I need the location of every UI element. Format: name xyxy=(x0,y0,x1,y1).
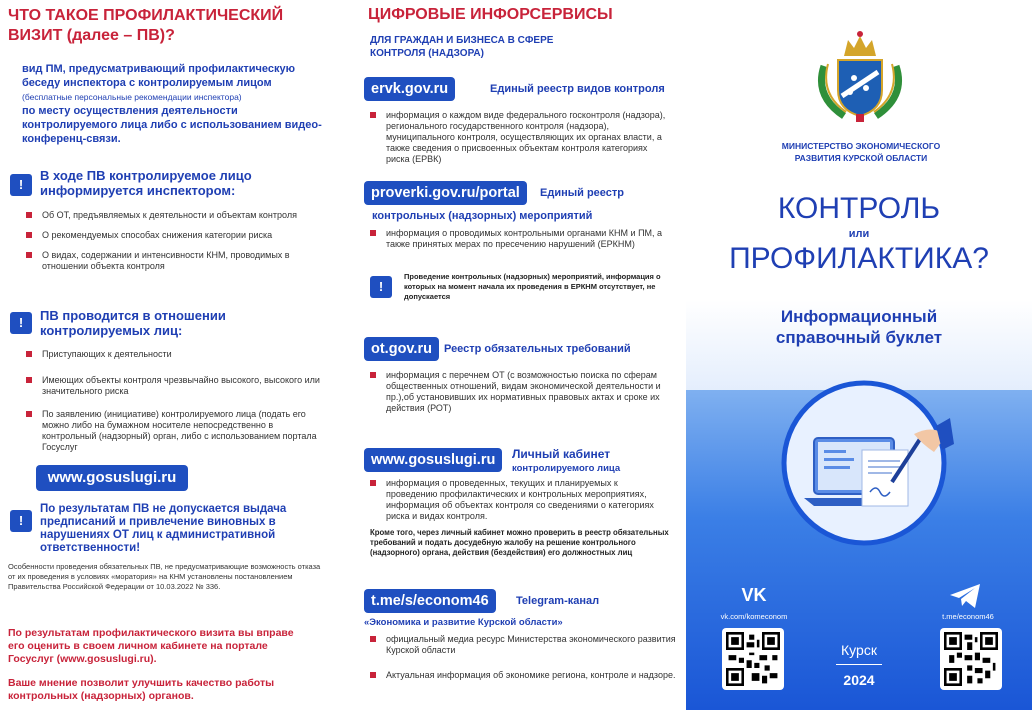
divider xyxy=(836,664,882,665)
ervk-label: Единый реестр видов контроля xyxy=(490,83,665,95)
laptop-signing-illustration xyxy=(774,378,954,548)
list-item: О рекомендуемых способах снижения категории риска xyxy=(26,230,326,241)
list-item: По заявлению (инициативе) контролируемого лица (подать его можно либо на бумажном носителе непосредственно в контрольный (надзорный) орган, либо с использованием портала Госуслуг xyxy=(26,409,322,453)
proverki-label-2: контрольных (надзорных) мероприятий xyxy=(372,210,593,222)
cover-title-or: или xyxy=(848,228,870,240)
list-item: официальный медиа ресурс Министерства экономического развития Курской области xyxy=(370,634,680,656)
moratorium-note: Особенности проведения обязательных ПВ, не предусматривающие возможность отказа от их проведения в условиях «моратория» на КНМ установлены постановлением Правительства Российской Федерации от 10.03.2022 № 336. xyxy=(8,562,321,591)
panel-left xyxy=(0,0,336,710)
section-heading-applies: ПВ проводится в отношении контролируемых лиц: xyxy=(40,308,226,338)
list-item: Актуальная информация об экономике региона, контроле и надзоре. xyxy=(370,670,680,681)
telegram-qr-code[interactable] xyxy=(940,628,1002,690)
services-subtitle: ДЛЯ ГРАЖДАН И БИЗНЕСА В СФЕРЕ КОНТРОЛЯ (НАДЗОРА) xyxy=(370,35,554,59)
proverki-note: Проведение контрольных (надзорных) мероприятий, информация о которых на момент начала их проведения в ЕРКНМ отсутствует, не допускается xyxy=(404,272,661,301)
exclamation-icon: ! xyxy=(370,276,392,298)
city-label: Курск xyxy=(841,642,877,658)
page-title: ЧТО ТАКОЕ ПРОФИЛАКТИЧЕСКИЙ ВИЗИТ (далее – ПВ)? xyxy=(8,7,284,44)
telegram-label: Telegram-канал xyxy=(516,595,600,607)
telegram-link-button[interactable]: t.me/s/econom46 xyxy=(364,589,496,613)
proverki-label: Единый реестр xyxy=(540,187,624,199)
list-item: Об ОТ, предъявляемых к деятельности и объектам контроля xyxy=(26,210,326,221)
feedback-note: Ваше мнение позволит улучшить качество работы контрольных (надзорных) органов. xyxy=(8,677,275,702)
definition-text xyxy=(22,62,322,146)
section-heading-inform: В ходе ПВ контролируемое лицо информируется инспектором: xyxy=(40,168,252,198)
cabinet-label-2: контролируемого лица xyxy=(512,463,621,474)
vk-url[interactable]: vk.com/komeconom xyxy=(720,612,788,621)
exclamation-icon: ! xyxy=(10,312,32,334)
vk-qr-code[interactable] xyxy=(722,628,784,690)
cover-subtitle: Информационный справочный буклет xyxy=(775,307,943,347)
cover-title-2: ПРОФИЛАКТИКА? xyxy=(729,242,989,275)
definition-part-c: по месту осуществления деятельности контролируемого лица либо с использованием видео-конференц-связи. xyxy=(22,105,322,145)
list-item: Имеющих объекты контроля чрезвычайно высокого, высокого или значительного риска xyxy=(26,375,322,397)
list-item: информация с перечнем ОТ (с возможностью поиска по сферам общественных отношений, видам экономической деятельности и пр.),об установивших их нормативных правовых актах и сроке их действия (РОТ) xyxy=(370,370,662,414)
year-label: 2024 xyxy=(843,672,875,688)
cabinet-label: Личный кабинет xyxy=(512,447,611,461)
inform-list xyxy=(26,210,326,272)
ervk-list xyxy=(370,110,670,165)
vk-icon[interactable]: VK xyxy=(741,585,767,605)
telegram-url[interactable]: t.me/econom46 xyxy=(942,612,994,621)
list-item: информация о проводимых контрольными органами КНМ и ПМ, а также принятых мерах по пресечению нарушений (ЕРКНМ) xyxy=(370,228,670,250)
cover-title-1: КОНТРОЛЬ xyxy=(777,192,941,225)
exclamation-icon: ! xyxy=(10,510,32,532)
ot-gov-list xyxy=(370,370,662,414)
cabinet-note: Кроме того, через личный кабинет можно проверить в реестр обязательных требований и подать досудебную жалобу на решение контрольного (надзорного) органа, действия (бездействия) его должностных лиц xyxy=(370,528,669,557)
ot-gov-label: Реестр обязательных требований xyxy=(444,343,631,355)
evaluate-note: По результатам профилактического визита вы вправе его оценить в своем личном кабинете на портале Госуслуг (www.gosuslugi.ru). xyxy=(8,627,294,665)
telegram-channel-name: «Экономика и развитие Курской области» xyxy=(364,617,563,628)
section-heading-no-penalty: По результатам ПВ не допускается выдача предписаний и привлечение виновных в нарушениях ОТ лиц к административной ответственности! xyxy=(40,503,287,554)
ministry-name: МИНИСТЕРСТВО ЭКОНОМИЧЕСКОГО РАЗВИТИЯ КУРСКОЙ ОБЛАСТИ xyxy=(781,141,941,163)
definition-part-b: (бесплатные персональные рекомендации инспектора) xyxy=(22,92,242,102)
gosuslugi-cabinet-button[interactable]: www.gosuslugi.ru xyxy=(364,448,502,472)
applies-list xyxy=(26,349,322,453)
panel-middle xyxy=(348,0,684,710)
telegram-list xyxy=(370,634,680,681)
services-title: ЦИФРОВЫЕ ИНФОРСЕРВИСЫ xyxy=(368,6,613,23)
proverki-link-button[interactable]: proverki.gov.ru/portal xyxy=(364,181,527,205)
gosuslugi-link-button[interactable]: www.gosuslugi.ru xyxy=(36,465,188,491)
panel-right xyxy=(686,0,1032,710)
definition-part-a: вид ПМ, предусматривающий профилактическую беседу инспектора с контролируемым лицом xyxy=(22,63,295,89)
cabinet-list xyxy=(370,478,670,522)
ot-gov-link-button[interactable]: ot.gov.ru xyxy=(364,337,439,361)
telegram-icon[interactable] xyxy=(948,582,984,610)
list-item: Приступающих к деятельности xyxy=(26,349,322,360)
list-item: информация о каждом виде федерального госконтроля (надзора), регионального государственного контроля (надзора), муниципального контроля, осуществляющих их органах власти, а также сведения о присвоенных объектам контроля категориях риска (ЕРВК) xyxy=(370,110,670,165)
coat-of-arms-icon xyxy=(814,26,906,126)
proverki-list xyxy=(370,228,670,250)
ervk-link-button[interactable]: ervk.gov.ru xyxy=(364,77,455,101)
list-item: информация о проведенных, текущих и планируемых к проведению профилактических и контрольных мероприятиях, информация об объектах контроля со сведениями о категориях риска и видах контроля. xyxy=(370,478,670,522)
exclamation-icon: ! xyxy=(10,174,32,196)
list-item: О видах, содержании и интенсивности КНМ, проводимых в отношении объекта контроля xyxy=(26,250,326,272)
